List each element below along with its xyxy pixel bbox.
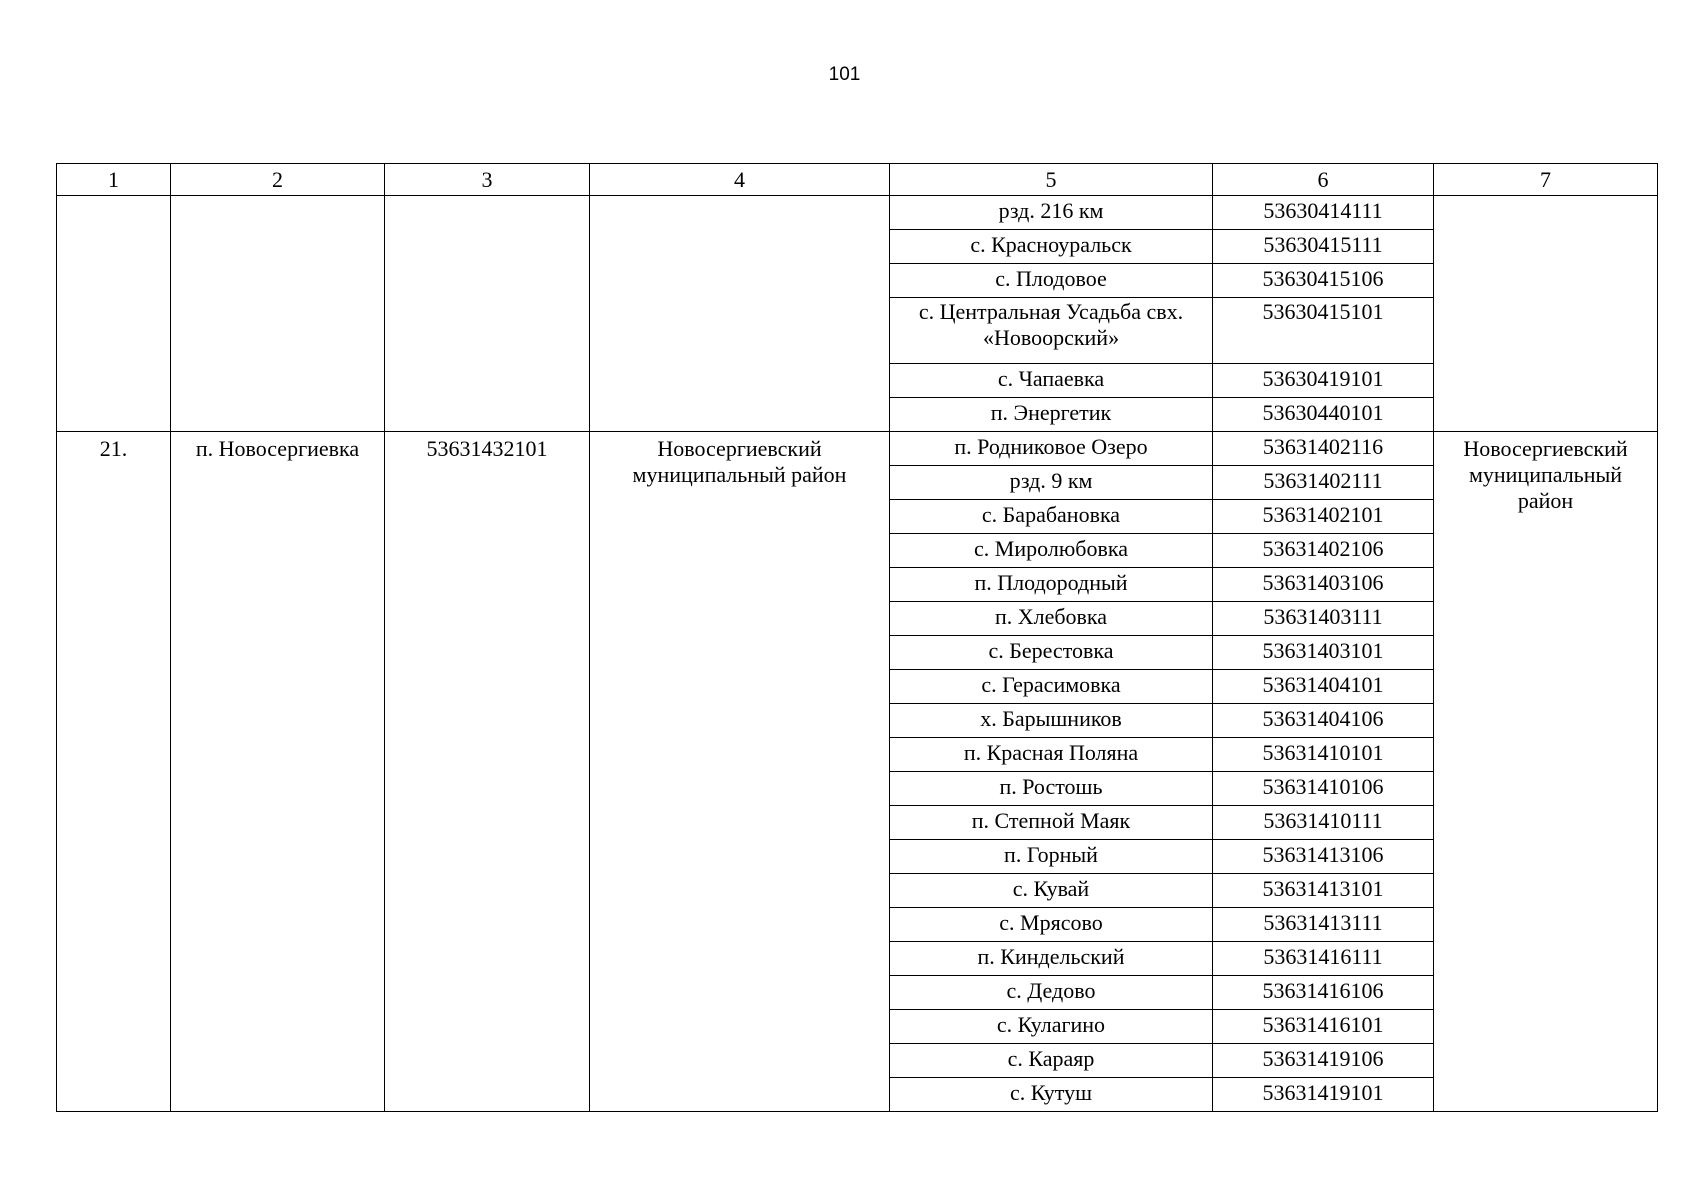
settlement-cell: с. Мрясово <box>890 908 1213 942</box>
settlement-cell: х. Барышников <box>890 704 1213 738</box>
district-col7-cell: Новосергиевский муниципальный район <box>1434 432 1658 1112</box>
prev-code-cell <box>385 196 590 432</box>
admin-center-cell: п. Новосергиевка <box>171 432 385 1112</box>
settlement-cell: п. Степной Маяк <box>890 806 1213 840</box>
header-cell-2: 2 <box>171 164 385 196</box>
prev-number-cell <box>57 196 171 432</box>
settlement-cell: с. Чапаевка <box>890 364 1213 398</box>
okato-code-cell: 53630440101 <box>1213 398 1434 432</box>
table-row <box>57 196 1658 230</box>
okato-code-cell: 53631410106 <box>1213 772 1434 806</box>
settlement-cell: с. Миролюбовка <box>890 534 1213 568</box>
okato-code-cell: 53631404106 <box>1213 704 1434 738</box>
header-cell-7: 7 <box>1434 164 1658 196</box>
settlement-cell: с. Герасимовка <box>890 670 1213 704</box>
prev-district-col7-cell <box>1434 196 1658 432</box>
settlement-cell: рзд. 216 км <box>890 196 1213 230</box>
okato-code-cell: 53631402116 <box>1213 432 1434 466</box>
header-cell-5: 5 <box>890 164 1213 196</box>
okato-code-cell: 53631413111 <box>1213 908 1434 942</box>
page-number: 101 <box>828 64 861 85</box>
settlement-cell: с. Дедово <box>890 976 1213 1010</box>
table-body <box>57 164 1658 1112</box>
header-cell-6: 6 <box>1213 164 1434 196</box>
okato-code-cell: 53631404101 <box>1213 670 1434 704</box>
settlement-cell: рзд. 9 км <box>890 466 1213 500</box>
header-cell-4: 4 <box>590 164 890 196</box>
settlement-cell: п. Киндельский <box>890 942 1213 976</box>
row-number-cell: 21. <box>57 432 171 1112</box>
okato-code-cell: 53631416101 <box>1213 1010 1434 1044</box>
okato-code-cell: 53631402101 <box>1213 500 1434 534</box>
okato-code-cell: 53631402111 <box>1213 466 1434 500</box>
settlement-cell: п. Хлебовка <box>890 602 1213 636</box>
okato-code-cell: 53631402106 <box>1213 534 1434 568</box>
settlement-cell: п. Энергетик <box>890 398 1213 432</box>
okato-code-cell: 53631419106 <box>1213 1044 1434 1078</box>
okato-code-cell: 53630419101 <box>1213 364 1434 398</box>
prev-district-cell <box>590 196 890 432</box>
header-row <box>57 164 1658 196</box>
settlements-table <box>56 163 1658 1112</box>
district-cell: Новосергиевский муниципальный район <box>590 432 890 1112</box>
okato-code-cell: 53630414111 <box>1213 196 1434 230</box>
settlement-cell: п. Родниковое Озеро <box>890 432 1213 466</box>
settlement-cell: с. Берестовка <box>890 636 1213 670</box>
okato-code-cell: 53631413101 <box>1213 874 1434 908</box>
prev-center-cell <box>171 196 385 432</box>
table-row <box>57 432 1658 466</box>
settlement-cell: с. Кувай <box>890 874 1213 908</box>
settlement-cell: с. Центральная Усадьба свх. «Новоорский» <box>890 298 1213 364</box>
settlement-cell: п. Плодородный <box>890 568 1213 602</box>
okato-code-cell: 53631416106 <box>1213 976 1434 1010</box>
header-cell-1: 1 <box>57 164 171 196</box>
okato-code-cell: 53630415101 <box>1213 298 1434 364</box>
header-cell-3: 3 <box>385 164 590 196</box>
settlement-cell: с. Барабановка <box>890 500 1213 534</box>
okato-code-cell: 53631416111 <box>1213 942 1434 976</box>
settlement-cell: с. Кулагино <box>890 1010 1213 1044</box>
okato-code-cell: 53631419101 <box>1213 1078 1434 1112</box>
settlement-cell: с. Кутуш <box>890 1078 1213 1112</box>
okato-code-cell: 53631410101 <box>1213 738 1434 772</box>
settlement-cell: с. Караяр <box>890 1044 1213 1078</box>
okato-code-cell: 53630415111 <box>1213 230 1434 264</box>
settlement-cell: с. Плодовое <box>890 264 1213 298</box>
okato-code-cell: 53631413106 <box>1213 840 1434 874</box>
okato-code-cell: 53631410111 <box>1213 806 1434 840</box>
settlement-cell: с. Красноуральск <box>890 230 1213 264</box>
okato-code-cell: 53631403101 <box>1213 636 1434 670</box>
settlement-cell: п. Горный <box>890 840 1213 874</box>
settlement-cell: п. Ростошь <box>890 772 1213 806</box>
admin-center-code-cell: 53631432101 <box>385 432 590 1112</box>
okato-code-cell: 53631403106 <box>1213 568 1434 602</box>
okato-code-cell: 53630415106 <box>1213 264 1434 298</box>
settlement-cell: п. Красная Поляна <box>890 738 1213 772</box>
okato-code-cell: 53631403111 <box>1213 602 1434 636</box>
